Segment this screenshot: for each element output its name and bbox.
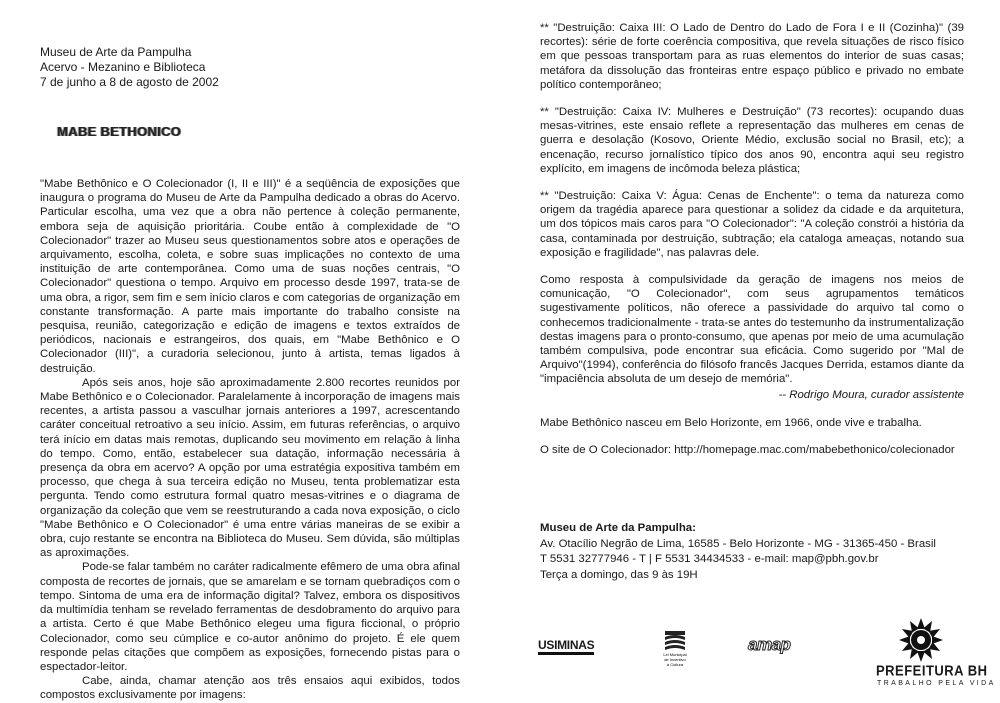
right-page [500,0,1000,701]
exhibition-dates: 7 de junho a 8 de agosto de 2002 [40,75,219,89]
paragraph: "Mabe Bethônico e O Colecionador (I, II e III)" é a seqüência de exposições que inaugura o programa do Museu de Arte da Pampulha dedicado a obras do Acervo. Particular escolha, uma vez que a obra não pertence à coleção permanente, embora seja de aquisição prioritária. Coube então à complexidade de "O Colecionador" trazer ao Museu seus questionamentos sobre atos e operações de arquivamento, escolha, coleta, e sobre suas implicações no contexto de uma instituição de arte contemporânea. Como uma de suas noções centrais, "O Colecionador" questiona o tempo. Arquivo em processo desde 1997, trata-se de uma obra, a rigor, sem fim e sem início claros e com categorias de organização em constante transformação. A parte mais importante do trabalho consiste na pesquisa, reunião, categorização e edição de imagens e textos extraídos de periódicos, nacionais e estrangeiros, dos quais, em "Mabe Bethônico e O Colecionador (III)", a curadoria selecionou, junto à artista, temas ligados à destruição. [40,178,460,375]
cultura-line: de Incentivo [664,657,686,662]
website-line: O site de O Colecionador: http://homepage.mac.com/mabebethonico/colecionador [540,444,955,456]
contact-hours: Terça a domingo, das 9 às 19H [540,568,698,581]
essay-description: ** "Destruição: Caixa V: Água: Cenas de Enchente": o tema da natureza como origem da tragédia aparece para questionar a solidez da cidade e da arquitetura, um dos tópicos mais caros para "O Colecionador": "A coleção constrói a história da casa, contaminada por destruição, subtração; ela cataloga ameaças, notando sua exposição e fragilidade", nas palavras dele. [540,190,964,259]
cultura-line: à Cultura [666,662,684,667]
artist-name: MABE BETHONICO [57,124,182,139]
essay-description: ** "Destruição: Caixa IV: Mulheres e Destruição" (73 recortes): ocupando duas mesas-vitrines, este ensaio reflete a representação das mulheres em cenas de guerra e desolação (Kosovo, Oriente Médio, exclusão social no Brasil, etc); a encenação, recurso jornalístico típico dos anos 90, encontra aqui seu registro explícito, em imagens de incômoda beleza plástica; [540,106,964,175]
sponsor-logos [500,616,1000,701]
artist-bio: Mabe Bethônico nasceu em Belo Horizonte, em 1966, onde vive e trabalha. [540,417,922,429]
contact-phone: T 5531 32777946 - T | F 5531 34434533 - e-mail: map@pbh.gov.br [540,553,879,565]
cultura-line: Lei Municipal [663,652,687,657]
sun-emblem-icon [898,617,944,663]
contact-title: Museu de Arte da Pampulha: [540,522,696,534]
paragraph: Pode-se falar também no caráter radicalmente efêmero de uma obra afinal composta de recortes de jornais, que se amarelam e se tornam quebradiços com o tempo. Sintoma de uma era de informação digital? Talvez, embora os dispositivos da multimídia tenham se revelado ferramentas de desdobramento do arquivo para a artista. Certo é que Mabe Bethônico elegeu uma figura ficcional, o próprio Colecionador, como seu cúmplice e co-autor anônimo do projeto. É ele quem responde pelas citações que compõem as exposições, fornecendo pistas para o espectador-leitor. [40,561,460,673]
museum-contact [540,521,936,583]
closing-paragraph: Como resposta à compulsividade da geração de imagens nos meios de comunicação, "O Colecionador", com seus agrupamentos temáticos sugestivamente políticos, não oferece a passividade do arquivo tal como o conhecemos tradicionalmente - trata-se antes do testemunho da instrumentalização destas imagens para o pronto-consumo, que apenas por meio de uma acumulação também compulsiva, pode encontrar sua eficácia. Como sugerido por "Mal de Arquivo"(1994), conferência do filósofo francês Jacques Derrida, estamos diante da "impaciência absoluta de um desejo de memória". [540,274,964,386]
curator-signature: -- Rodrigo Moura, curador assistente [778,389,964,401]
contact-address: Av. Otacílio Negrão de Lima, 16585 - Belo Horizonte - MG - 31365-450 - Brasil [540,537,936,550]
intro-text [40,177,460,703]
usiminas-logo: USIMINAS [538,639,594,655]
left-page [0,0,500,701]
venue-info [40,45,219,90]
essays-list [540,21,964,400]
paragraph: Após seis anos, hoje são aproximadamente 2.800 recortes reunidos por Mabe Bethônico e o Colecionador. Paralelamente à incorporação de imagens mais recentes, a artista passou a vasculhar jornais anteriores a 1997, acrescentando caráter conceitual retroativo a seu início. Assim, em futuras referências, o arquivo terá início em datas mais remotas, duplicando seu movimento em relação à linha do tempo. Como, então, estabelecer sua datação, informação necessária à presença da obra em acervo? A opção por uma estratégia expositiva também em processo, que chega à sua terceira edição no Museu, tenta problematizar esta pergunta. Tendo como estrutura formal quatro mesas-vitrines e o diagrama de organização da coleção que vem se reestruturando a cada nova exposição, o ciclo "Mabe Bethônico e O Colecionador" é uma entre várias maneiras de se exibir a obra, cujo restante se encontra na Biblioteca do Museu. Sem dúvida, são múltiplas as aproximações. [40,376,460,560]
amap-logo: amap [748,635,791,654]
pbh-name: PREFEITURA BH [876,661,988,680]
prefeitura-bh-logo [868,616,1000,701]
cultura-law-logo [662,631,688,669]
essay-description: ** "Destruição: Caixa III: O Lado de Dentro do Lado de Fora I e II (Cozinha)" (39 recortes): série de forte coerência compositiva, que revela situações de risco físico em que pessoas transportam para as ruas elementos do interior de suas casas; metáfora da dissolução das fronteiras entre espaço público e privado no embate político contemporâneo; [540,22,964,91]
paragraph: Cabe, ainda, chamar atenção aos três ensaios aqui exibidos, todos compostos exclusivamente por imagens: [40,675,460,702]
venue-name: Museu de Arte da Pampulha [40,45,192,59]
venue-location: Acervo - Mezanino e Biblioteca [40,60,206,74]
pbh-tagline: TRABALHO PELA VIDA [877,680,996,687]
